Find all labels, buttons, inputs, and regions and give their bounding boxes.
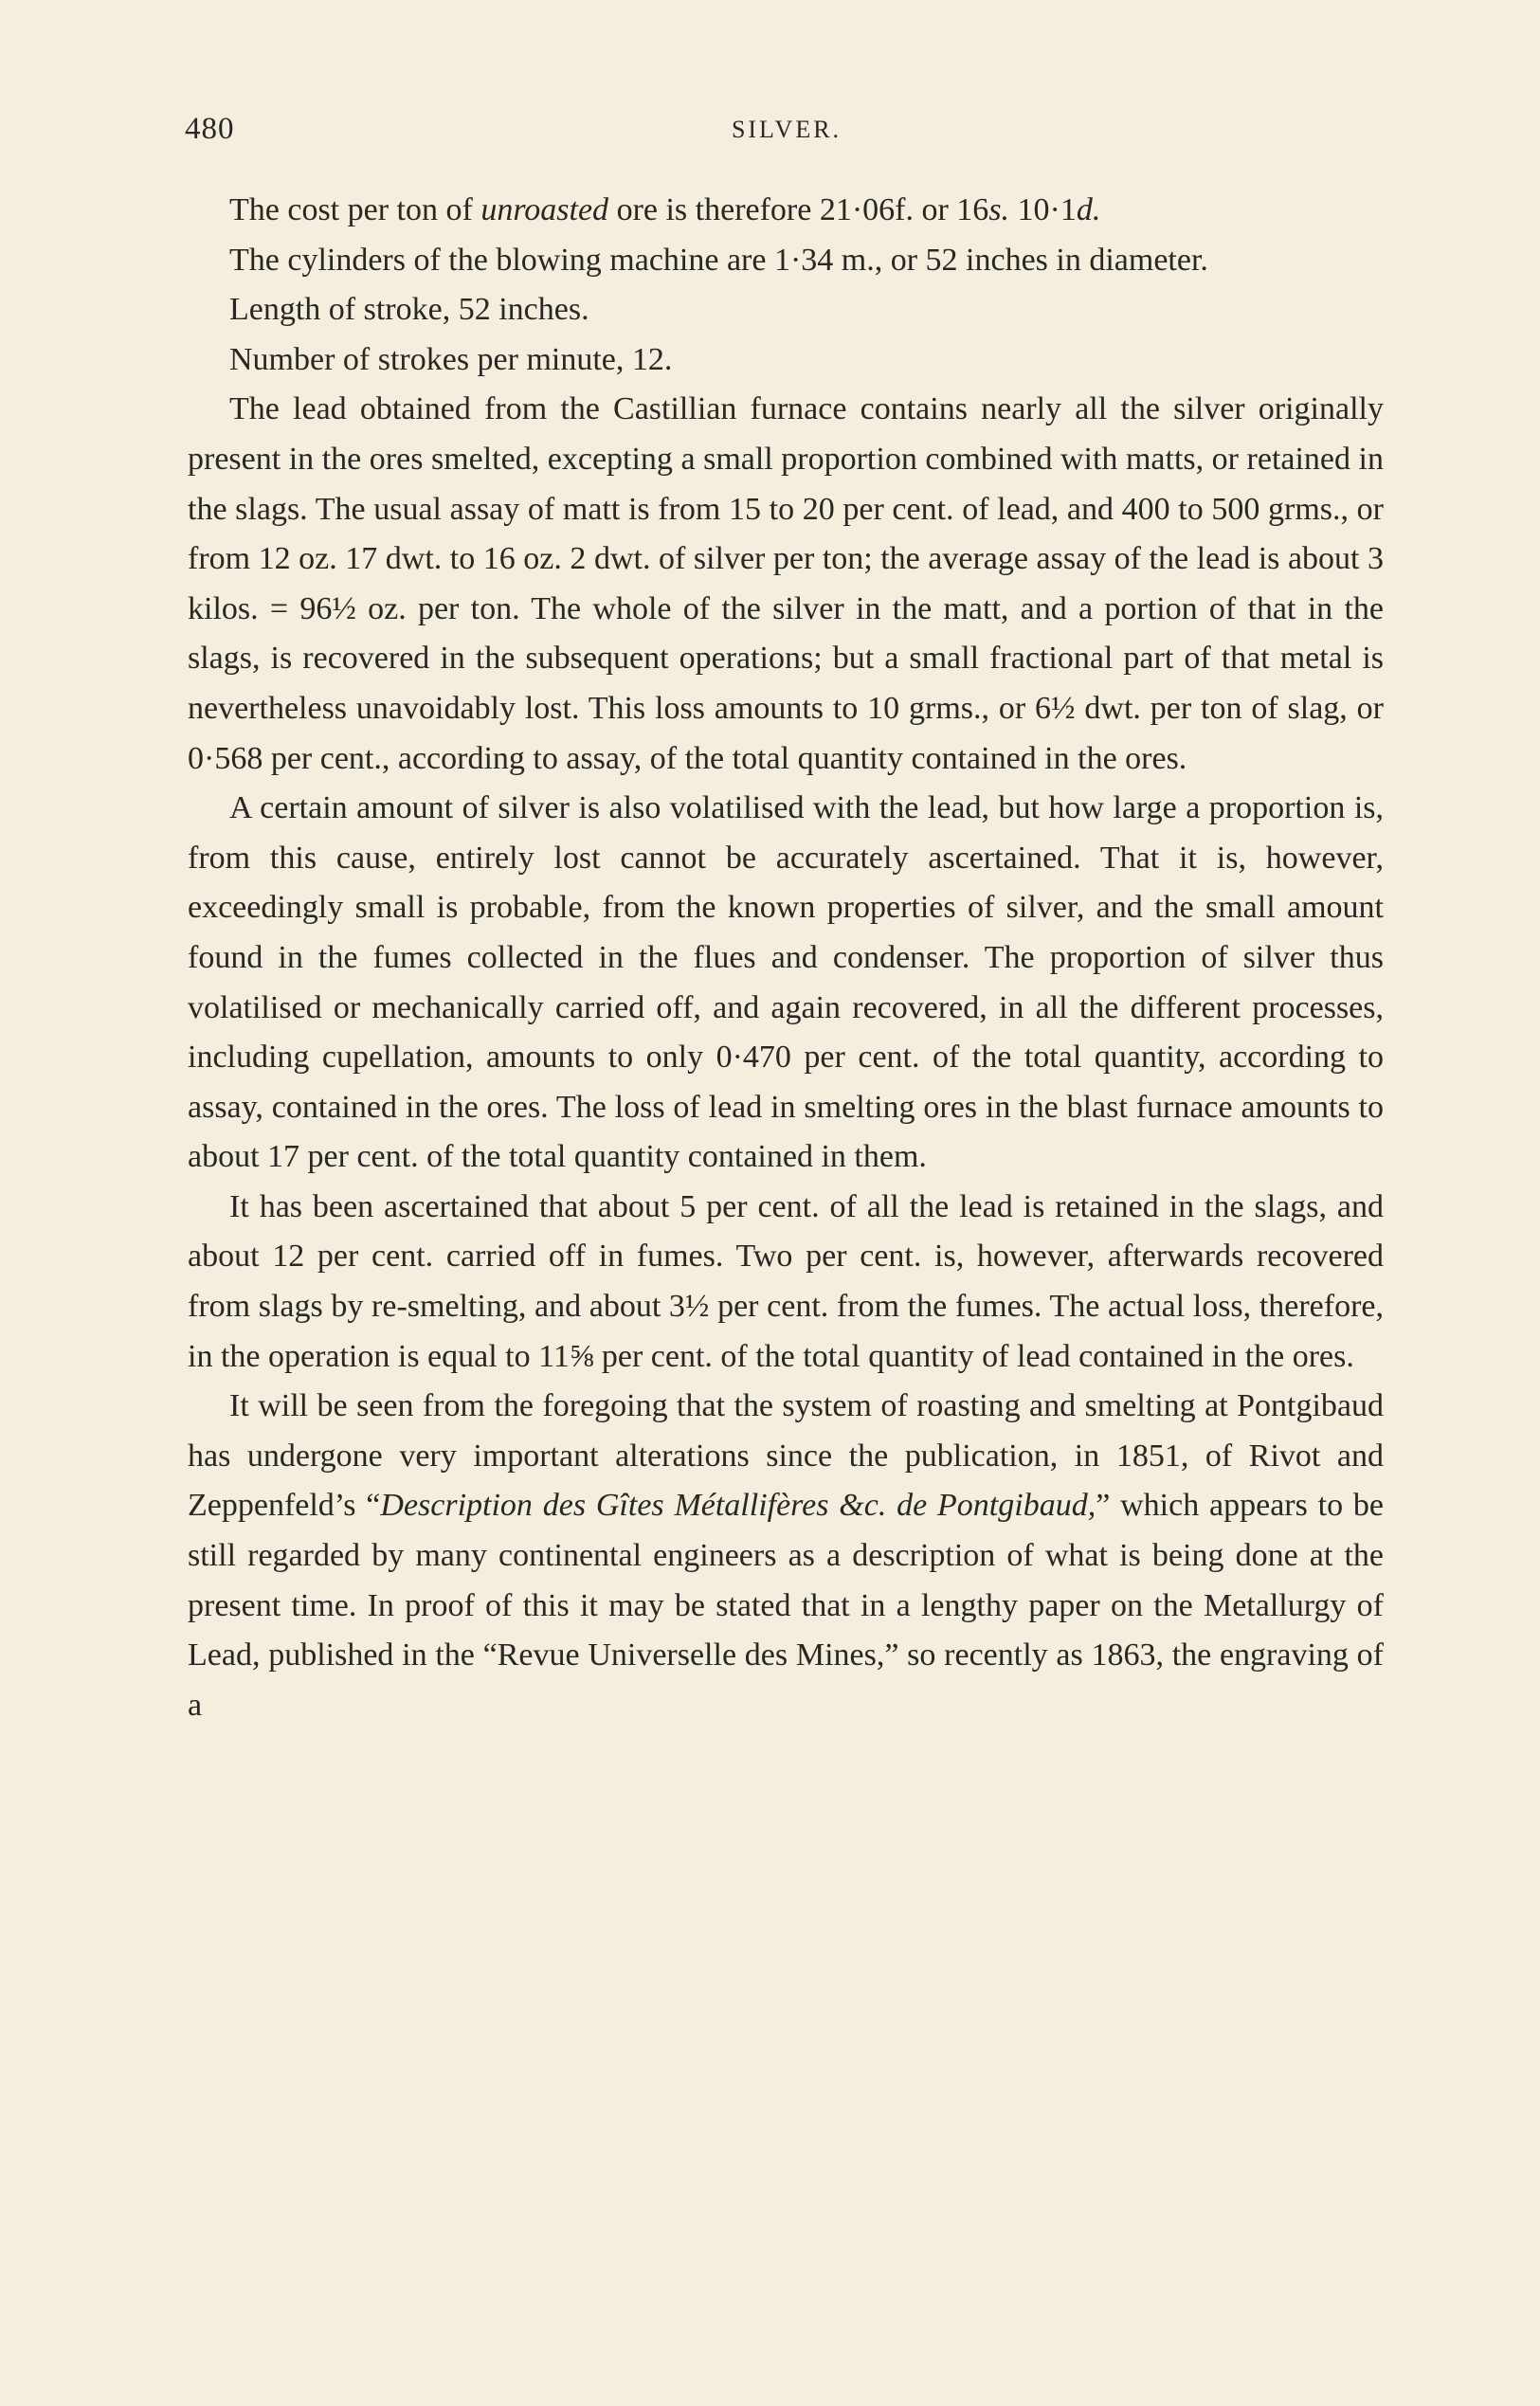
body-text: [188, 186, 1384, 1730]
text-run: The cylinders of the blowing machine are 1·34 m., or 52 inches in diameter.: [229, 242, 1208, 278]
text-run-italic: s.: [988, 192, 1010, 227]
text-run: 10·1: [1009, 192, 1077, 227]
text-run: The lead obtained from the Castillian furnace contains nearly all the silver originally present in the ores smelted, excepting a small proportion combined with matts, or retained in the slags. The usual assay of matt is from 15 to 20 per cent. of lead, and 400 to 500 grms., or from 12 oz. 17 dwt. to 16 oz. 2 dwt. of silver per ton; the average assay of the lead is about 3 kilos. = 96½ oz. per ton. The whole of the silver in the matt, and a portion of that in the slags, is recovered in the subsequent operations; but a small fractional part of that metal is nevertheless unavoidably lost. This loss amounts to 10 grms., or 6½ dwt. per ton of slag, or 0·568 per cent., according to assay, of the total quantity contained in the ores.: [188, 391, 1384, 776]
text-run: It will be seen from the foregoing that the system of roasting and smelting at Pontgibaud has undergone very important alterations since the publication, in 1851, of Rivot and Zeppenfeld’s “: [188, 1388, 1384, 1524]
paragraph-lead-retained: [188, 1183, 1384, 1382]
text-run: ore is therefore 21·06f. or 16: [608, 192, 989, 227]
paragraph-strokes-per-minute: [188, 335, 1384, 386]
text-run: Length of stroke, 52 inches.: [229, 292, 589, 328]
paragraph-cylinders: [188, 236, 1384, 286]
page-number: 480: [185, 112, 235, 146]
text-run: Number of strokes per minute, 12.: [229, 341, 673, 377]
text-run-italic: unroasted: [480, 192, 609, 227]
paragraph-pontgibaud: [188, 1382, 1384, 1730]
text-run: The cost per ton of: [229, 192, 481, 227]
paragraph-cost-per-ton: [188, 186, 1384, 236]
text-run: ” which appears to be still regarded by many continental engineers as a description of what is being done at the present time. In proof of this it may be stated that in a lengthy paper on the Metallurgy of Lead, published in the “Revue Universelle des Mines,” so recently as 1863, the engraving of a: [188, 1488, 1384, 1723]
text-run: A certain amount of silver is also volatilised with the lead, but how large a proportion is, from this cause, entirely lost cannot be accurately ascertained. That it is, however, exceedingly small is probable, from the known properties of silver, and the small amount found in the fumes collected in the flues and condenser. The proportion of silver thus volatilised or mechanically carried off, and again recovered, in all the different processes, including cupellation, amounts to only 0·470 per cent. of the total quantity, according to assay, contained in the ores. The loss of lead in smelting ores in the blast furnace amounts to about 17 per cent. of the total quantity contained in them.: [188, 790, 1384, 1175]
paragraph-stroke-length: [188, 285, 1384, 335]
paragraph-lead-castillian: [188, 385, 1384, 784]
running-title: SILVER.: [731, 116, 842, 143]
text-run-italic: Description des Gîtes Métallifères &c. de Pontgibaud,: [380, 1488, 1096, 1524]
paragraph-silver-volatilised: [188, 784, 1384, 1183]
page-header: [185, 112, 1388, 159]
text-run-italic: d.: [1076, 192, 1101, 227]
text-run: It has been ascertained that about 5 per cent. of all the lead is retained in the slags, and about 12 per cent. carried off in fumes. Two per cent. is, however, afterwards recovered from slags by re-smelting, and about 3½ per cent. from the fumes. The actual loss, therefore, in the operation is equal to 11⅝ per cent. of the total quantity of lead contained in the ores.: [188, 1188, 1384, 1374]
